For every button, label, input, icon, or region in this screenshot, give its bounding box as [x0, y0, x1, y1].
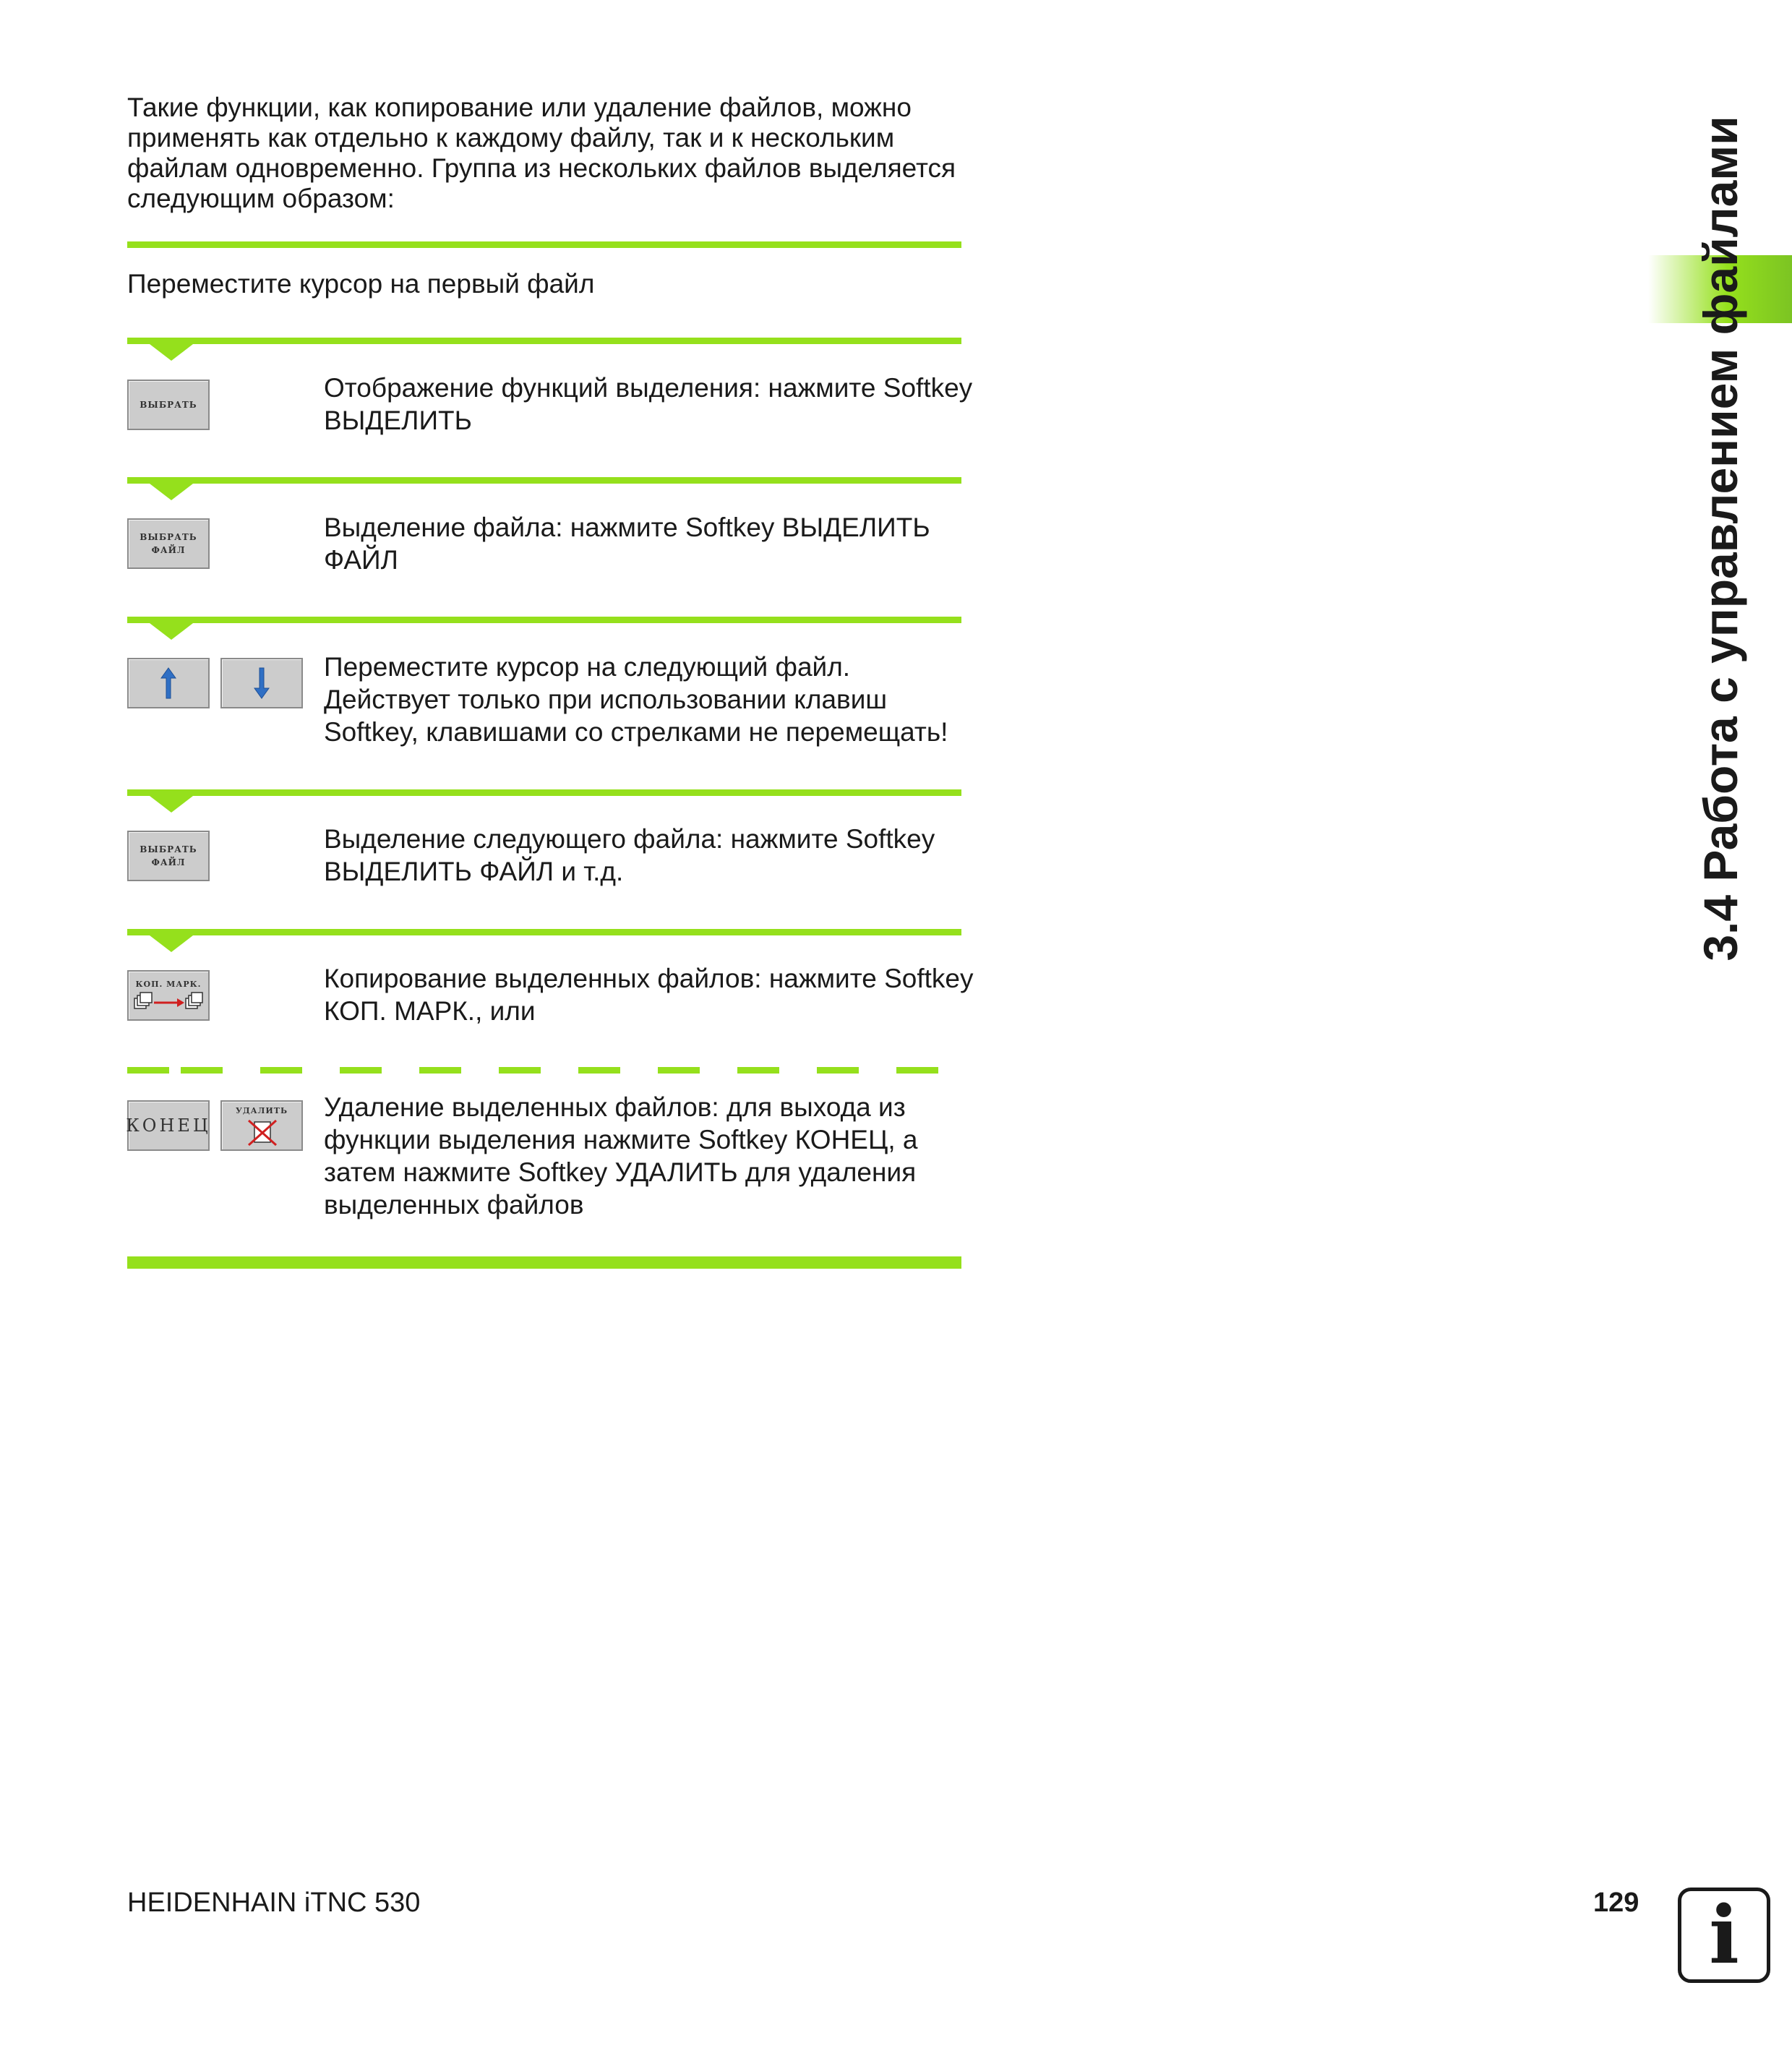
- step-arrow-icon: [150, 623, 193, 640]
- cursor-down-softkey[interactable]: [220, 658, 303, 708]
- step-divider: [127, 338, 961, 344]
- step-text: Удаление выделенных файлов: для выхода из функции выделения нажмите Softkey КОНЕЦ, а затем нажмите Softkey УДАЛИТЬ для удаления выделенных файлов: [324, 1092, 918, 1220]
- step-divider: [127, 929, 961, 935]
- copy-marked-softkey[interactable]: [127, 970, 210, 1021]
- page-number: 129: [1593, 1888, 1639, 1918]
- dashed-divider: [896, 1067, 938, 1074]
- select-file-softkey[interactable]: [127, 831, 210, 881]
- step-arrow-icon: [150, 935, 193, 952]
- dashed-divider: [817, 1067, 859, 1074]
- section-end-divider: [127, 1256, 961, 1269]
- softkey-label: КОП. МАРК.: [135, 980, 202, 989]
- step-arrow-icon: [150, 484, 193, 500]
- step-divider: [127, 789, 961, 796]
- step-text: Выделение файла: нажмите Softkey ВЫДЕЛИТЬ ФАЙЛ: [324, 513, 930, 575]
- dashed-divider: [340, 1067, 382, 1074]
- dashed-divider: [260, 1067, 302, 1074]
- softkey-label: УДАЛИТЬ: [235, 1106, 288, 1115]
- softkey-label: ФАЙЛ: [151, 857, 186, 867]
- step-first-file-text: Переместите курсор на первый файл: [127, 269, 595, 299]
- step-divider: [127, 617, 961, 623]
- info-icon[interactable]: i: [1678, 1888, 1770, 1983]
- arrow-up-icon: [158, 665, 179, 701]
- dashed-divider: [658, 1067, 700, 1074]
- delete-file-icon: [240, 1118, 283, 1147]
- softkey-label: ВЫБРАТЬ: [140, 532, 197, 542]
- softkey-label: КОНЕЦ: [126, 1115, 211, 1136]
- chapter-title: 3.4 Работа с управлением файлами: [1694, 116, 1747, 961]
- softkey-label: ВЫБРАТЬ: [140, 844, 197, 854]
- dashed-divider: [127, 1067, 169, 1074]
- step-text: Переместите курсор на следующий файл. Действует только при использовании клавиш Softkey, клавишами со стрелками не перемещать!: [324, 652, 948, 747]
- cursor-up-softkey[interactable]: [127, 658, 210, 708]
- step-divider: [127, 477, 961, 484]
- dashed-divider: [181, 1067, 223, 1074]
- dashed-divider: [578, 1067, 620, 1074]
- dashed-divider: [737, 1067, 779, 1074]
- copy-files-icon: [132, 991, 205, 1013]
- delete-softkey[interactable]: [220, 1100, 303, 1151]
- softkey-label: ФАЙЛ: [151, 545, 186, 555]
- select-file-softkey[interactable]: [127, 518, 210, 569]
- step-arrow-icon: [150, 344, 193, 361]
- step-text: Выделение следующего файла: нажмите Softkey ВЫДЕЛИТЬ ФАЙЛ и т.д.: [324, 824, 935, 886]
- end-softkey[interactable]: [127, 1100, 210, 1151]
- step-arrow-icon: [150, 796, 193, 813]
- arrow-down-icon: [251, 665, 273, 701]
- softkey-label: ВЫБРАТЬ: [140, 400, 197, 410]
- footer-product: HEIDENHAIN iTNC 530: [127, 1888, 421, 1918]
- step-text: Копирование выделенных файлов: нажмите Softkey КОП. МАРК., или: [324, 964, 974, 1026]
- section-divider: [127, 241, 961, 248]
- step-text: Отображение функций выделения: нажмите Softkey ВЫДЕЛИТЬ: [324, 373, 973, 435]
- dashed-divider: [419, 1067, 461, 1074]
- select-softkey[interactable]: [127, 380, 210, 430]
- intro-paragraph: Такие функции, как копирование или удаление файлов, можно применять как отдельно к каждому файлу, так и к нескольким файлам одновременно. Группа из нескольких файлов выделяется следующим образом:: [127, 93, 956, 213]
- dashed-divider: [499, 1067, 541, 1074]
